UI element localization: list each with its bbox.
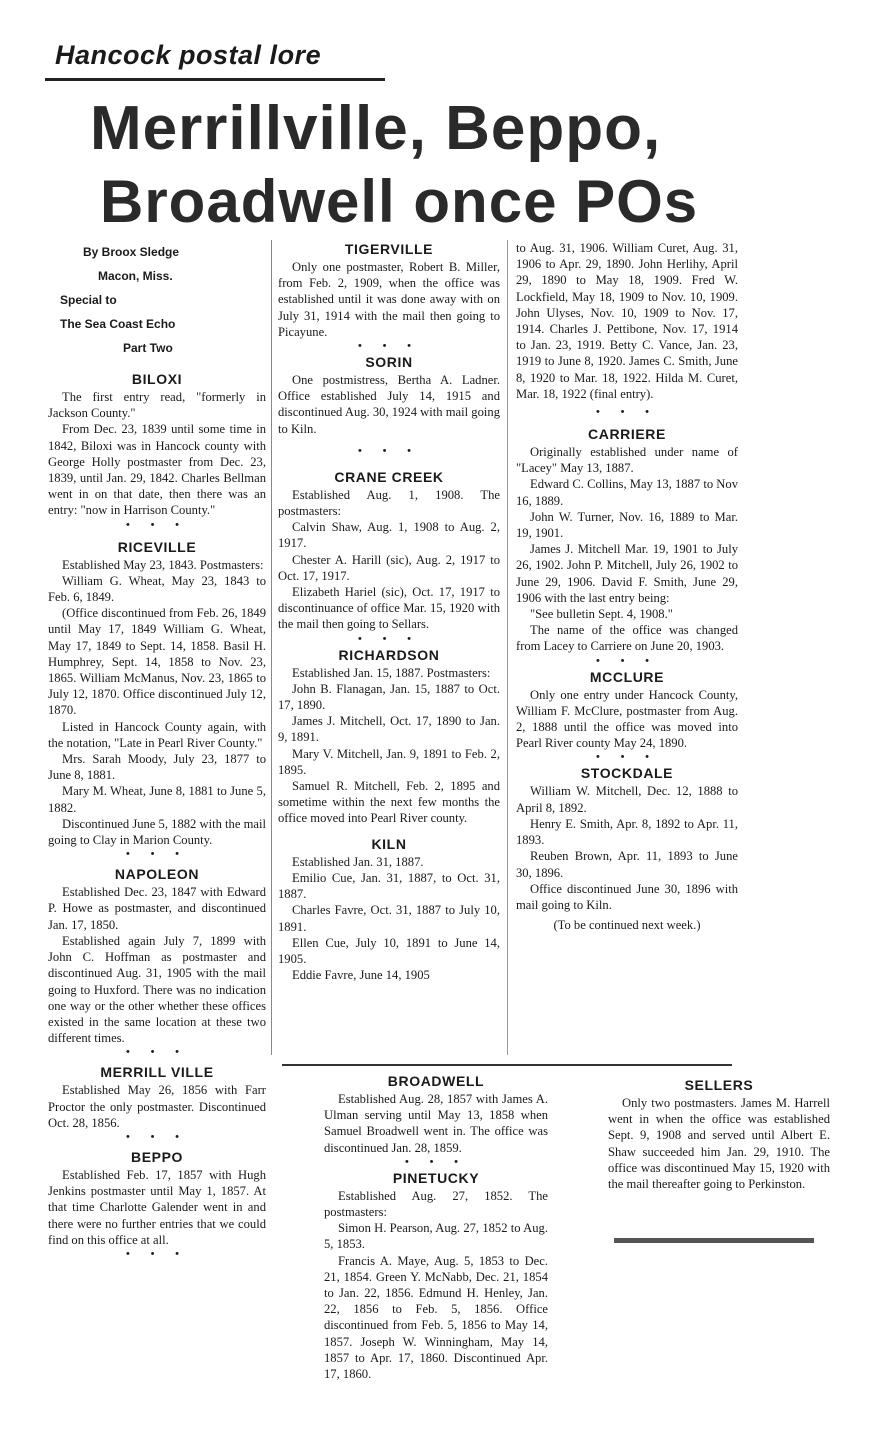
section-title: MCCLURE xyxy=(589,668,665,685)
paragraph: James J. Mitchell Mar. 19, 1901 to July 26, 1902. John P. Mitchell, July 26, 1902 to June 29, 1906. David F. Smith, June 29, 1906 with the last entry being: xyxy=(516,542,738,605)
section-body xyxy=(278,259,500,340)
separator: • • • xyxy=(595,654,659,667)
paragraph: Calvin Shaw, Aug. 1, 1908 to Aug. 2, 1917. xyxy=(278,520,500,551)
section-title: BROADWELL xyxy=(387,1073,485,1089)
section-body xyxy=(324,1091,548,1156)
paragraph: William W. Mitchell, Dec. 12, 1888 to April 8, 1892. xyxy=(516,784,738,815)
horizontal-rule xyxy=(282,1064,732,1066)
paragraph: Elizabeth Hariel (sic), Oct. 17, 1917 to discontinuance of office Mar. 15, 1920 with the mail then going to Sellars. xyxy=(278,585,500,632)
paragraph: Discontinued June 5, 1882 with the mail going to Clay in Marion County. xyxy=(48,816,266,848)
section-title: SELLERS xyxy=(684,1077,754,1093)
section-body xyxy=(278,487,500,633)
byline-location: Macon, Miss. xyxy=(98,269,173,283)
paragraph: Simon H. Pearson, Aug. 27, 1852 to Aug. 5, 1853. xyxy=(324,1221,548,1252)
paragraph: One postmistress, Bertha A. Ladner. Office established July 14, 1915 and discontinued Aug. 30, 1924 with mail going to Kiln. xyxy=(278,373,500,436)
paragraph: Henry E. Smith, Apr. 8, 1892 to Apr. 11, 1893. xyxy=(516,816,738,848)
paragraph: Established Jan. 15, 1887. Postmasters: xyxy=(292,665,491,680)
paragraph: Charles Favre, Oct. 31, 1887 to July 10, 1891. xyxy=(278,903,500,934)
paragraph: Established Aug. 1, 1908. The postmasters: xyxy=(278,487,500,519)
paragraph: Mary M. Wheat, June 8, 1881 to June 5, 1882. xyxy=(48,784,266,815)
bottom-column xyxy=(324,1072,548,1382)
section-title: KILN xyxy=(371,835,407,852)
section-title: SORIN xyxy=(365,354,413,371)
paragraph: Mary V. Mitchell, Jan. 9, 1891 to Feb. 2, 1895. xyxy=(278,746,500,777)
section-body xyxy=(48,1167,266,1248)
paragraph: Established Aug. 27, 1852. The postmasters: xyxy=(324,1188,548,1220)
section-title: TIGERVILLE xyxy=(344,241,434,257)
separator: • • • xyxy=(125,1247,189,1260)
separator: • • • xyxy=(125,1130,189,1143)
separator: • • • xyxy=(357,340,421,353)
column-divider xyxy=(271,240,272,1055)
paragraph: (Office discontinued from Feb. 26, 1849 until May 17, 1849 William G. Wheat, May 17, 1849 to Sept. 14, 1858. Basil H. Humphrey, Sept. 14, 1858 to Nov. 23, 1865. William McManus, Nov. 23, 1865 to July 12, 1870. Office discontinued July 12, 1870. xyxy=(48,606,266,718)
paragraph: Established Feb. 17, 1857 with Hugh Jenkins postmaster until May 1, 1857. At that time Charlotte Galender went in and there were no further entries that we could find on this office at all. xyxy=(48,1167,266,1247)
section-body xyxy=(516,444,738,655)
separator: • • • xyxy=(357,444,421,457)
section-title: MERRILL VILLE xyxy=(100,1064,214,1081)
paragraph: Established Aug. 28, 1857 with James A. Ulman serving until May 13, 1858 when Samuel Broadwell went in. The office was discontinued Jan. 28, 1859. xyxy=(324,1092,548,1155)
paragraph: Emilio Cue, Jan. 31, 1887, to Oct. 31, 1887. xyxy=(278,870,500,902)
continued-note: (To be continued next week.) xyxy=(553,918,701,933)
paragraph: Ellen Cue, July 10, 1891 to June 14, 1905. xyxy=(278,935,500,966)
paragraph: Samuel R. Mitchell, Feb. 2, 1895 and sometime within the next few months the office moved into Pearl River county. xyxy=(278,779,500,826)
separator: • • • xyxy=(357,632,421,645)
section-title: BILOXI xyxy=(131,371,183,387)
paragraph: The name of the office was changed from Lacey to Carriere on June 20, 1903. xyxy=(516,623,738,654)
column-1 xyxy=(48,240,266,1261)
headline-line-1: Merrillville, Beppo, xyxy=(90,94,662,163)
section-body xyxy=(48,1082,266,1131)
sellers-box xyxy=(608,1076,830,1192)
paragraph: Eddie Favre, June 14, 1905 xyxy=(292,968,430,983)
paragraph: Mrs. Sarah Moody, July 23, 1877 to June 8, 1881. xyxy=(48,752,266,783)
byline-paper: The Sea Coast Echo xyxy=(60,317,176,331)
paragraph: James J. Mitchell, Oct. 17, 1890 to Jan. 9, 1891. xyxy=(278,714,500,745)
byline-special: Special to xyxy=(60,293,117,307)
section-body xyxy=(48,884,266,1046)
paragraph: Chester A. Harill (sic), Aug. 2, 1917 to Oct. 17, 1917. xyxy=(278,552,500,583)
section-title: RICEVILLE xyxy=(117,538,197,555)
section-body xyxy=(516,783,738,913)
paragraph: Established May 23, 1843. Postmasters: xyxy=(62,557,264,572)
section-title: STOCKDALE xyxy=(580,765,674,782)
section-title: CRANE CREEK xyxy=(334,468,444,485)
paragraph: Only two postmasters. James M. Harrell went in when the office was established Sept. 9, 1908 and served until Albert E. Shaw succeeded him Jan. 29, 1910. The office was discontinued May 15, 1920 with the mail thereafter going to Perkinston. xyxy=(608,1096,830,1192)
paragraph: "See bulletin Sept. 4, 1908." xyxy=(530,607,673,622)
section-body xyxy=(324,1188,548,1382)
separator: • • • xyxy=(595,751,659,764)
section-body xyxy=(516,687,738,752)
paragraph: From Dec. 23, 1839 until some time in 1842, Biloxi was in Hancock county with George Holly postmaster from Dec. 23, 1839, until Jan. 29, 1842. Charles Bellman went in on that date, then there was an entry: "now in Harrison County." xyxy=(48,422,266,518)
paragraph: The first entry read, "formerly in Jackson County." xyxy=(48,390,266,421)
column-divider xyxy=(507,240,508,1055)
section-body xyxy=(516,240,738,402)
paragraph: Originally established under name of "Lacey" May 13, 1887. xyxy=(516,445,738,476)
box-rule xyxy=(614,1238,814,1243)
paragraph: Only one postmaster, Robert B. Miller, from Feb. 2, 1909, when the office was established until it was done away with on July 31, 1914 with the mail then going to Picayune. xyxy=(278,260,500,339)
paragraph: Established May 26, 1856 with Farr Proctor the only postmaster. Discontinued Oct. 28, 1856. xyxy=(48,1083,266,1130)
section-body xyxy=(48,557,266,849)
column-2 xyxy=(278,240,500,983)
separator: • • • xyxy=(125,848,189,861)
paragraph: Established again July 7, 1899 with John C. Hoffman as postmaster and discontinued Aug. 31, 1905 with the mail going to Huxford. There was no indication one way or the other whether these offices existed in the same location at these two different times. xyxy=(48,933,266,1046)
kicker-rule xyxy=(45,78,385,81)
paragraph: Francis A. Maye, Aug. 5, 1853 to Dec. 21, 1854. Green Y. McNabb, Dec. 21, 1854 to Jan. 22, 1856. Edmund H. Henley, Jan. 22, 1856 to Feb. 5, 1856. Office discontinued from Feb. 5, 1856 to May 14, 1857. Joseph W. Winningham, May 14, 1857 to Apr. 17, 1860. Discontinued Apr. 17, 1860. xyxy=(324,1253,548,1382)
paragraph: John B. Flanagan, Jan. 15, 1887 to Oct. 17, 1890. xyxy=(278,681,500,713)
kicker: Hancock postal lore xyxy=(55,40,322,70)
paragraph: Listed in Hancock County again, with the notation, "Late in Pearl River County." xyxy=(48,719,266,750)
separator: • • • xyxy=(595,406,659,419)
separator: • • • xyxy=(404,1155,468,1168)
section-title: CARRIERE xyxy=(588,426,666,443)
paragraph: Edward C. Collins, May 13, 1887 to Nov 16, 1889. xyxy=(516,477,738,508)
section-title: RICHARDSON xyxy=(338,646,440,663)
byline-author: By Broox Sledge xyxy=(83,245,180,259)
column-3 xyxy=(516,240,738,933)
section-body xyxy=(278,854,500,984)
paragraph: Only one entry under Hancock County, William F. McClure, postmaster from Aug. 2, 1888 until the office was moved into Pearl River county May 24, 1890. xyxy=(516,687,738,751)
paragraph: Reuben Brown, Apr. 11, 1893 to June 30, 1896. xyxy=(516,849,738,880)
headline-line-2: Broadwell once POs xyxy=(100,168,699,235)
paragraph: William G. Wheat, May 23, 1843 to Feb. 6, 1849. xyxy=(48,573,266,605)
byline-part: Part Two xyxy=(123,341,173,355)
paragraph: Established Dec. 23, 1847 with Edward P. Howe as postmaster, and discontinued Jan. 17, 1850. xyxy=(48,885,266,932)
section-title: NAPOLEON xyxy=(114,866,200,883)
section-title: BEPPO xyxy=(130,1148,183,1165)
section-body xyxy=(278,372,500,437)
section-body xyxy=(608,1095,830,1192)
byline xyxy=(48,240,266,360)
paragraph: to Aug. 31, 1906. William Curet, Aug. 31, 1906 to Apr. 29, 1890. John Herlihy, April 29, 1890 to May 18, 1909. Fred W. Lockfield, May 18, 1909 to Nov. 10, 1909. John Ulyses, Nov. 10, 1909 to Nov. 17, 1914. Charles J. Pettibone, Nov. 17, 1914 to Jan. 23, 1919. Betty C. Vance, Jan. 23, 1919 to June 8, 1920. James C. Smith, June 8, 1920 to Mar. 18, 1922. Hilda M. Curet, Mar. 18, 1922 (final entry). xyxy=(516,241,738,401)
section-body xyxy=(278,665,500,827)
paragraph: John W. Turner, Nov. 16, 1889 to Mar. 19, 1901. xyxy=(516,509,738,541)
separator: • • • xyxy=(125,1046,189,1059)
separator: • • • xyxy=(125,518,189,531)
section-body xyxy=(48,389,266,519)
section-title: PINETUCKY xyxy=(392,1169,480,1186)
paragraph: Office discontinued June 30, 1896 with mail going to Kiln. xyxy=(516,881,738,912)
paragraph: Established Jan. 31, 1887. xyxy=(292,854,424,869)
